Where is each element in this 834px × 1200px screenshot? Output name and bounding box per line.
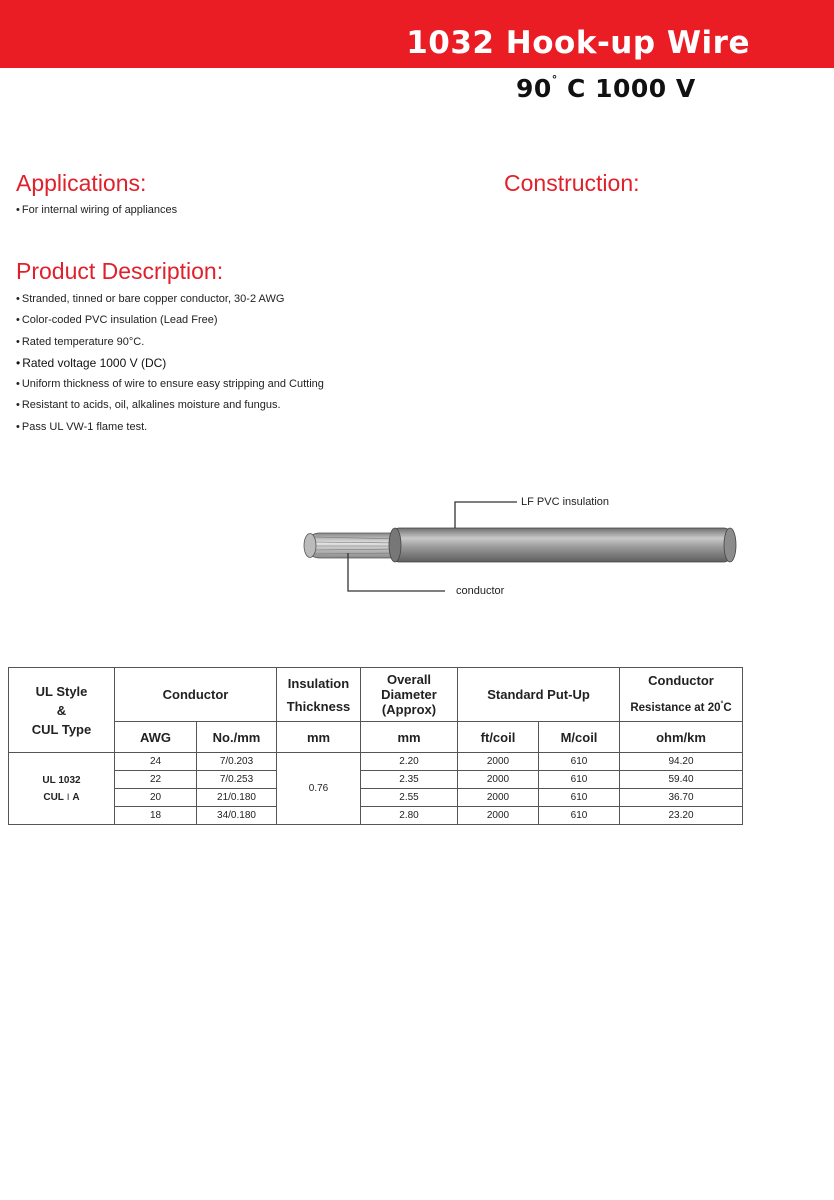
list-item: • Stranded, tinned or bare copper conductor, 30-2 AWG — [16, 289, 324, 310]
list-item: • Color-coded PVC insulation (Lead Free) — [16, 310, 324, 331]
header-text: Insulation — [287, 675, 350, 691]
list-item: • Resistant to acids, oil, alkalines moisture and fungus. — [16, 395, 324, 416]
applications-heading: Applications: — [16, 170, 147, 196]
wire-construction-diagram — [295, 490, 745, 605]
cell-ft-coil: 2000 — [458, 789, 539, 807]
list-item: • Rated temperature 90°C. — [16, 332, 324, 353]
cell-awg: 22 — [115, 771, 197, 789]
degree-symbol: ° — [551, 73, 558, 86]
table-row — [9, 789, 743, 807]
list-item: • For internal wiring of appliances — [16, 200, 177, 221]
header-text: Overall — [386, 672, 432, 687]
header-ul-style — [9, 668, 115, 753]
applications-list — [16, 200, 177, 221]
table-header-row — [9, 668, 743, 722]
cell-insulation-thickness: 0.76 — [277, 753, 361, 825]
cell-awg: 20 — [115, 789, 197, 807]
header-insulation — [277, 668, 361, 722]
header-text: C — [723, 701, 732, 714]
header-text: & — [56, 702, 67, 718]
header-text: Conductor — [648, 673, 714, 689]
cell-diameter: 2.20 — [361, 753, 458, 771]
table-row — [9, 753, 743, 771]
cell-diameter: 2.35 — [361, 771, 458, 789]
header-text — [620, 693, 742, 720]
header-banner — [0, 0, 834, 68]
table-row — [9, 807, 743, 825]
insulation-leader-line — [455, 502, 517, 528]
cell-no-mm: 7/0.253 — [197, 771, 277, 789]
header-standard-put-up: Standard Put-Up — [458, 668, 620, 722]
cul-text: A — [72, 791, 80, 803]
unit-insulation-mm: mm — [277, 722, 361, 753]
unit-no-mm: No./mm — [197, 722, 277, 753]
cell-m-coil: 610 — [539, 771, 620, 789]
conductor-strands — [304, 533, 403, 558]
cell-m-coil: 610 — [539, 753, 620, 771]
conductor-label: conductor — [456, 585, 505, 597]
ul-style-value: UL 1032 — [42, 774, 81, 786]
rating-subtitle — [516, 73, 696, 103]
cell-awg: 24 — [115, 753, 197, 771]
header-text: (Approx) — [381, 702, 437, 717]
header-conductor: Conductor — [115, 668, 277, 722]
ul-style-cell — [9, 753, 115, 825]
cell-no-mm: 34/0.180 — [197, 807, 277, 825]
header-text: UL Style — [35, 683, 88, 699]
unit-ohm-km: ohm/km — [620, 722, 743, 753]
cell-resistance: 94.20 — [620, 753, 743, 771]
insulation-label: LF PVC insulation — [521, 496, 610, 508]
cul-mark: I — [66, 791, 70, 802]
cell-diameter: 2.55 — [361, 789, 458, 807]
cell-no-mm: 21/0.180 — [197, 789, 277, 807]
cell-awg: 18 — [115, 807, 197, 825]
cell-m-coil: 610 — [539, 807, 620, 825]
rating-temperature: 90 — [516, 74, 552, 103]
cell-no-mm: 7/0.203 — [197, 753, 277, 771]
header-overall-diameter — [361, 668, 458, 722]
header-text: Resistance at 20 — [630, 701, 721, 714]
cell-ft-coil: 2000 — [458, 753, 539, 771]
cell-resistance: 36.70 — [620, 789, 743, 807]
cul-text: CUL — [43, 791, 64, 803]
cell-resistance: 23.20 — [620, 807, 743, 825]
degree-symbol: ° — [720, 701, 724, 709]
table-row — [9, 771, 743, 789]
cul-type-value — [9, 789, 114, 806]
construction-heading: Construction: — [504, 170, 640, 196]
product-description-heading: Product Description: — [16, 258, 224, 284]
header-conductor-resistance — [620, 668, 743, 722]
list-item: • Uniform thickness of wire to ensure easy stripping and Cutting — [16, 374, 324, 395]
cell-ft-coil: 2000 — [458, 771, 539, 789]
rating-voltage: C 1000 V — [567, 74, 696, 103]
list-item: • Rated voltage 1000 V (DC) — [16, 353, 324, 374]
header-text: Thickness — [286, 698, 351, 714]
unit-ft-coil: ft/coil — [458, 722, 539, 753]
description-list — [16, 289, 324, 438]
unit-diameter-mm: mm — [361, 722, 458, 753]
list-item: • Pass UL VW-1 flame test. — [16, 417, 324, 438]
cell-diameter: 2.80 — [361, 807, 458, 825]
cell-m-coil: 610 — [539, 789, 620, 807]
header-text: Diameter — [381, 687, 437, 702]
unit-awg: AWG — [115, 722, 197, 753]
cell-resistance: 59.40 — [620, 771, 743, 789]
header-text: CUL Type — [31, 721, 92, 737]
cell-ft-coil: 2000 — [458, 807, 539, 825]
unit-m-coil: M/coil — [539, 722, 620, 753]
page-title: 1032 Hook-up Wire — [406, 25, 750, 61]
specification-table — [8, 667, 743, 825]
table-units-row — [9, 722, 743, 753]
insulation-jacket — [389, 528, 736, 562]
